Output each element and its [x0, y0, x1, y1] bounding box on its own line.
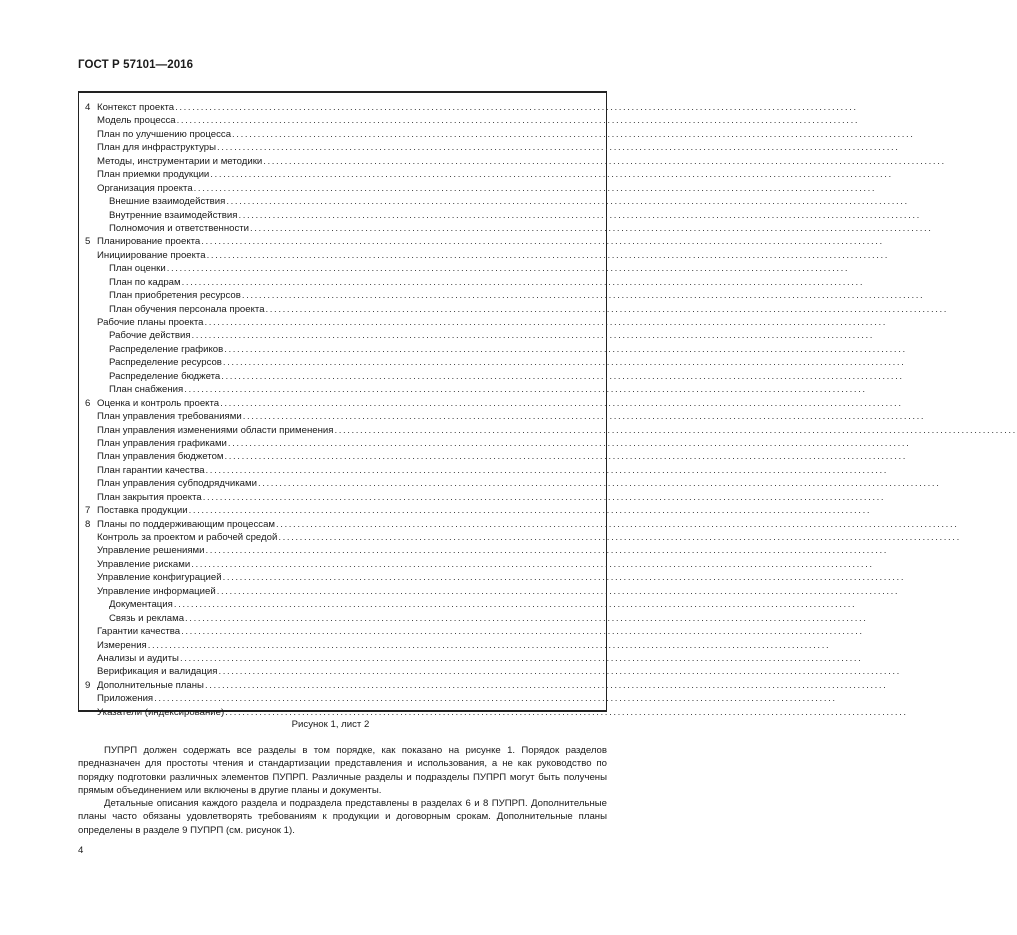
toc-entry-label: Внутренние взаимодействия — [109, 209, 238, 221]
toc-dot-leader: ................................................................................................................................................................ — [263, 155, 946, 167]
toc-entry — [85, 303, 949, 316]
document-header: ГОСТ Р 57101—2016 — [78, 59, 194, 71]
toc-entry — [85, 249, 890, 262]
toc-entry-number: 5 — [85, 236, 91, 248]
toc-entry — [85, 692, 837, 705]
toc-entry-label: Связь и реклама — [109, 612, 185, 624]
toc-dot-leader: ................................................................................................................................................................ — [265, 303, 949, 315]
toc-entry — [85, 679, 888, 692]
toc-entry-label: Анализы и аудиты — [97, 652, 179, 664]
toc-entry — [85, 437, 911, 450]
toc-entry-label: Распределение бюджета — [109, 370, 221, 382]
toc-dot-leader: ................................................................................................................................................................ — [242, 411, 926, 423]
toc-dot-leader: ................................................................................................................................................................ — [334, 424, 1017, 436]
toc-entry-label: Приложения — [97, 693, 154, 705]
toc-entry — [85, 356, 906, 369]
toc-dot-leader: ................................................................................................................................................................ — [202, 491, 886, 503]
toc-entry-number: 7 — [85, 505, 91, 517]
body-text — [78, 744, 607, 837]
toc-entry-label: Управление рисками — [97, 558, 191, 570]
toc-entry-label: Поставка продукции — [97, 505, 188, 517]
toc-entry-label: Организация проекта — [97, 182, 193, 194]
toc-entry — [85, 343, 907, 356]
table-of-contents — [85, 101, 1017, 719]
page-number: 4 — [78, 845, 84, 856]
toc-dot-leader: ................................................................................................................................................................ — [220, 397, 903, 409]
toc-dot-leader: ................................................................................................................................................................ — [257, 478, 941, 490]
toc-entry-label: Контекст проекта — [97, 102, 175, 113]
toc-dot-leader: ................................................................................................................................................................ — [181, 276, 865, 288]
toc-entry — [85, 101, 858, 114]
toc-dot-leader: ................................................................................................................................................................ — [210, 169, 893, 181]
toc-entry-label: Методы, инструментарии и методики — [97, 155, 263, 167]
toc-entry — [85, 182, 877, 195]
toc-entry-label: Распределение графиков — [109, 343, 224, 355]
toc-entry — [85, 155, 946, 168]
toc-entry — [85, 316, 887, 329]
toc-dot-leader: ................................................................................................................................................................ — [225, 706, 908, 718]
toc-entry — [85, 652, 863, 665]
toc-dot-leader: ................................................................................................................................................................ — [191, 558, 874, 570]
toc-dot-leader: ................................................................................................................................................................ — [221, 370, 904, 382]
toc-entry — [85, 612, 868, 625]
toc-entry-label: План управления требованиями — [97, 411, 242, 423]
toc-entry-label: План снабжения — [109, 384, 184, 396]
toc-entry — [85, 114, 860, 127]
toc-entry-label: Управление решениями — [97, 545, 205, 557]
toc-entry — [85, 598, 857, 611]
toc-entry-label: План управления бюджетом — [97, 451, 224, 463]
toc-entry — [85, 544, 888, 557]
toc-entry-label: Планы по поддерживающим процессам — [97, 518, 275, 530]
toc-entry — [85, 477, 941, 490]
figure-caption: Рисунок 1, лист 2 — [291, 719, 370, 730]
toc-dot-leader: ................................................................................................................................................................ — [204, 679, 888, 691]
toc-entry-label: Управление информацией — [97, 585, 216, 597]
toc-dot-leader: ................................................................................................................................................................ — [184, 384, 867, 396]
toc-entry-label: Планирование проекта — [97, 236, 201, 248]
toc-dot-leader: ................................................................................................................................................................ — [205, 464, 889, 476]
toc-dot-leader: ................................................................................................................................................................ — [204, 317, 887, 328]
toc-dot-leader: ................................................................................................................................................................ — [226, 196, 909, 208]
toc-entry-label: Полномочия и ответственности — [109, 222, 250, 234]
toc-entry — [85, 235, 884, 248]
toc-dot-leader: ................................................................................................................................................................ — [166, 263, 850, 275]
toc-entry — [85, 531, 961, 544]
toc-entry-label: План приобретения ресурсов — [109, 290, 241, 302]
toc-entry — [85, 424, 1017, 437]
toc-entry-label: План по кадрам — [109, 276, 181, 288]
toc-dot-leader: ................................................................................................................................................................ — [278, 532, 961, 543]
toc-dot-leader: ................................................................................................................................................................ — [241, 290, 925, 302]
toc-dot-leader: ................................................................................................................................................................ — [173, 599, 857, 611]
toc-dot-leader: ................................................................................................................................................................ — [176, 115, 860, 127]
toc-entry-label: План оценки — [109, 263, 166, 275]
toc-entry-label: Оценка и контроль проекта — [97, 397, 220, 409]
toc-entry-number: 8 — [85, 518, 91, 530]
toc-dot-leader: ................................................................................................................................................................ — [185, 612, 868, 624]
toc-entry-label: План по улучшению процесса — [97, 128, 232, 140]
toc-entry — [85, 518, 959, 531]
toc-dot-leader: ................................................................................................................................................................ — [222, 357, 906, 369]
toc-entry — [85, 370, 904, 383]
toc-entry-label: Дополнительные планы — [97, 679, 204, 691]
toc-dot-leader: ................................................................................................................................................................ — [206, 249, 890, 261]
toc-entry-label: Рабочие планы проекта — [97, 317, 204, 328]
toc-entry-label: Внешние взаимодействия — [109, 196, 226, 208]
toc-dot-leader: ................................................................................................................................................................ — [222, 572, 906, 584]
toc-entry-label: План управления субподрядчиками — [97, 478, 257, 490]
toc-entry — [85, 706, 908, 719]
toc-entry — [85, 571, 906, 584]
toc-entry — [85, 289, 925, 302]
toc-dot-leader: ................................................................................................................................................................ — [232, 128, 915, 140]
toc-dot-leader: ................................................................................................................................................................ — [154, 693, 837, 705]
toc-entry-label: Документация — [109, 599, 173, 611]
toc-dot-leader: ................................................................................................................................................................ — [276, 518, 959, 530]
paragraph: ПУПРП должен содержать все разделы в том порядке, как показано на рисунке 1. Порядок разделов предназначен для простоты чтения и стандартизации представления и использования, а не как руководство по порядку подготовки различных элементов ПУПРП. Различные разделы и подразделы ПУПРП могут быть получены прямым объединением или включены в другие планы и документы. — [78, 745, 607, 796]
toc-entry — [85, 665, 901, 678]
toc-dot-leader: ................................................................................................................................................................ — [179, 652, 863, 664]
toc-dot-leader: ................................................................................................................................................................ — [193, 182, 877, 194]
toc-dot-leader: ................................................................................................................................................................ — [227, 437, 911, 449]
toc-entry — [85, 262, 850, 275]
toc-entry-label: План гарантии качества — [97, 464, 205, 476]
toc-entry-label: Инициирование проекта — [97, 249, 206, 261]
toc-entry — [85, 625, 864, 638]
toc-entry — [85, 329, 875, 342]
toc-entry-number: 4 — [85, 102, 91, 113]
toc-entry-label: План закрытия проекта — [97, 491, 202, 503]
toc-entry-label: Гарантии качества — [97, 626, 181, 638]
toc-entry — [85, 222, 933, 235]
toc-entry-label: План управления изменениями области применения — [97, 424, 334, 436]
toc-dot-leader: ................................................................................................................................................................ — [216, 585, 900, 597]
toc-dot-leader: ................................................................................................................................................................ — [217, 142, 900, 154]
toc-entry — [85, 504, 872, 517]
toc-dot-leader: ................................................................................................................................................................ — [181, 626, 864, 638]
toc-entry — [85, 464, 889, 477]
toc-entry — [85, 639, 831, 652]
toc-dot-leader: ................................................................................................................................................................ — [224, 451, 907, 463]
toc-entry-label: План обучения персонала проекта — [109, 303, 265, 315]
toc-dot-leader: ................................................................................................................................................................ — [218, 666, 901, 678]
toc-entry — [85, 410, 926, 423]
toc-entry — [85, 168, 893, 181]
toc-entry-label: Модель процесса — [97, 115, 176, 127]
toc-dot-leader: ................................................................................................................................................................ — [250, 222, 933, 234]
toc-entry-label: Управление конфигурацией — [97, 572, 222, 584]
toc-entry-label: Контроль за проектом и рабочей средой — [97, 532, 278, 543]
toc-entry — [85, 450, 907, 463]
toc-entry — [85, 195, 909, 208]
toc-dot-leader: ................................................................................................................................................................ — [238, 209, 921, 221]
toc-entry — [85, 558, 874, 571]
toc-dot-leader: ................................................................................................................................................................ — [188, 505, 872, 517]
figure-frame — [78, 91, 1017, 718]
toc-entry — [85, 128, 915, 141]
toc-dot-leader: ................................................................................................................................................................ — [224, 343, 907, 355]
toc-entry-label: Измерения — [97, 639, 147, 651]
toc-entry-number: 6 — [85, 397, 91, 409]
paragraph: Детальные описания каждого раздела и подраздела представлены в разделах 6 и 8 ПУПРП. Дополнительные планы часто обязаны удовлетворять требованиям к продукции и договорным срокам. Дополнительные планы определены в разделе 9 ПУПРП (см. рисунок 1). — [78, 798, 607, 836]
toc-dot-leader: ................................................................................................................................................................ — [147, 639, 831, 651]
toc-entry-label: Указатели (индексирование) — [97, 706, 225, 718]
toc-entry-label: Верификация и валидация — [97, 666, 218, 678]
toc-dot-leader: ................................................................................................................................................................ — [205, 545, 888, 557]
toc-entry — [85, 397, 903, 410]
toc-entry — [85, 209, 921, 222]
toc-entry-label: План управления графиками — [97, 437, 227, 449]
toc-entry-number: 9 — [85, 679, 91, 691]
toc-entry — [85, 276, 865, 289]
toc-dot-leader: ................................................................................................................................................................ — [191, 330, 875, 342]
toc-entry-label: План приемки продукции — [97, 169, 210, 181]
toc-entry-label: Рабочие действия — [109, 330, 191, 342]
toc-entry — [85, 491, 886, 504]
toc-dot-leader: ................................................................................................................................................................ — [201, 236, 884, 248]
toc-entry — [85, 383, 867, 396]
toc-entry — [85, 141, 900, 154]
toc-entry-label: Распределение ресурсов — [109, 357, 222, 369]
toc-entry-label: План для инфраструктуры — [97, 142, 217, 154]
toc-entry — [85, 585, 900, 598]
toc-dot-leader: ................................................................................................................................................................ — [175, 102, 858, 113]
